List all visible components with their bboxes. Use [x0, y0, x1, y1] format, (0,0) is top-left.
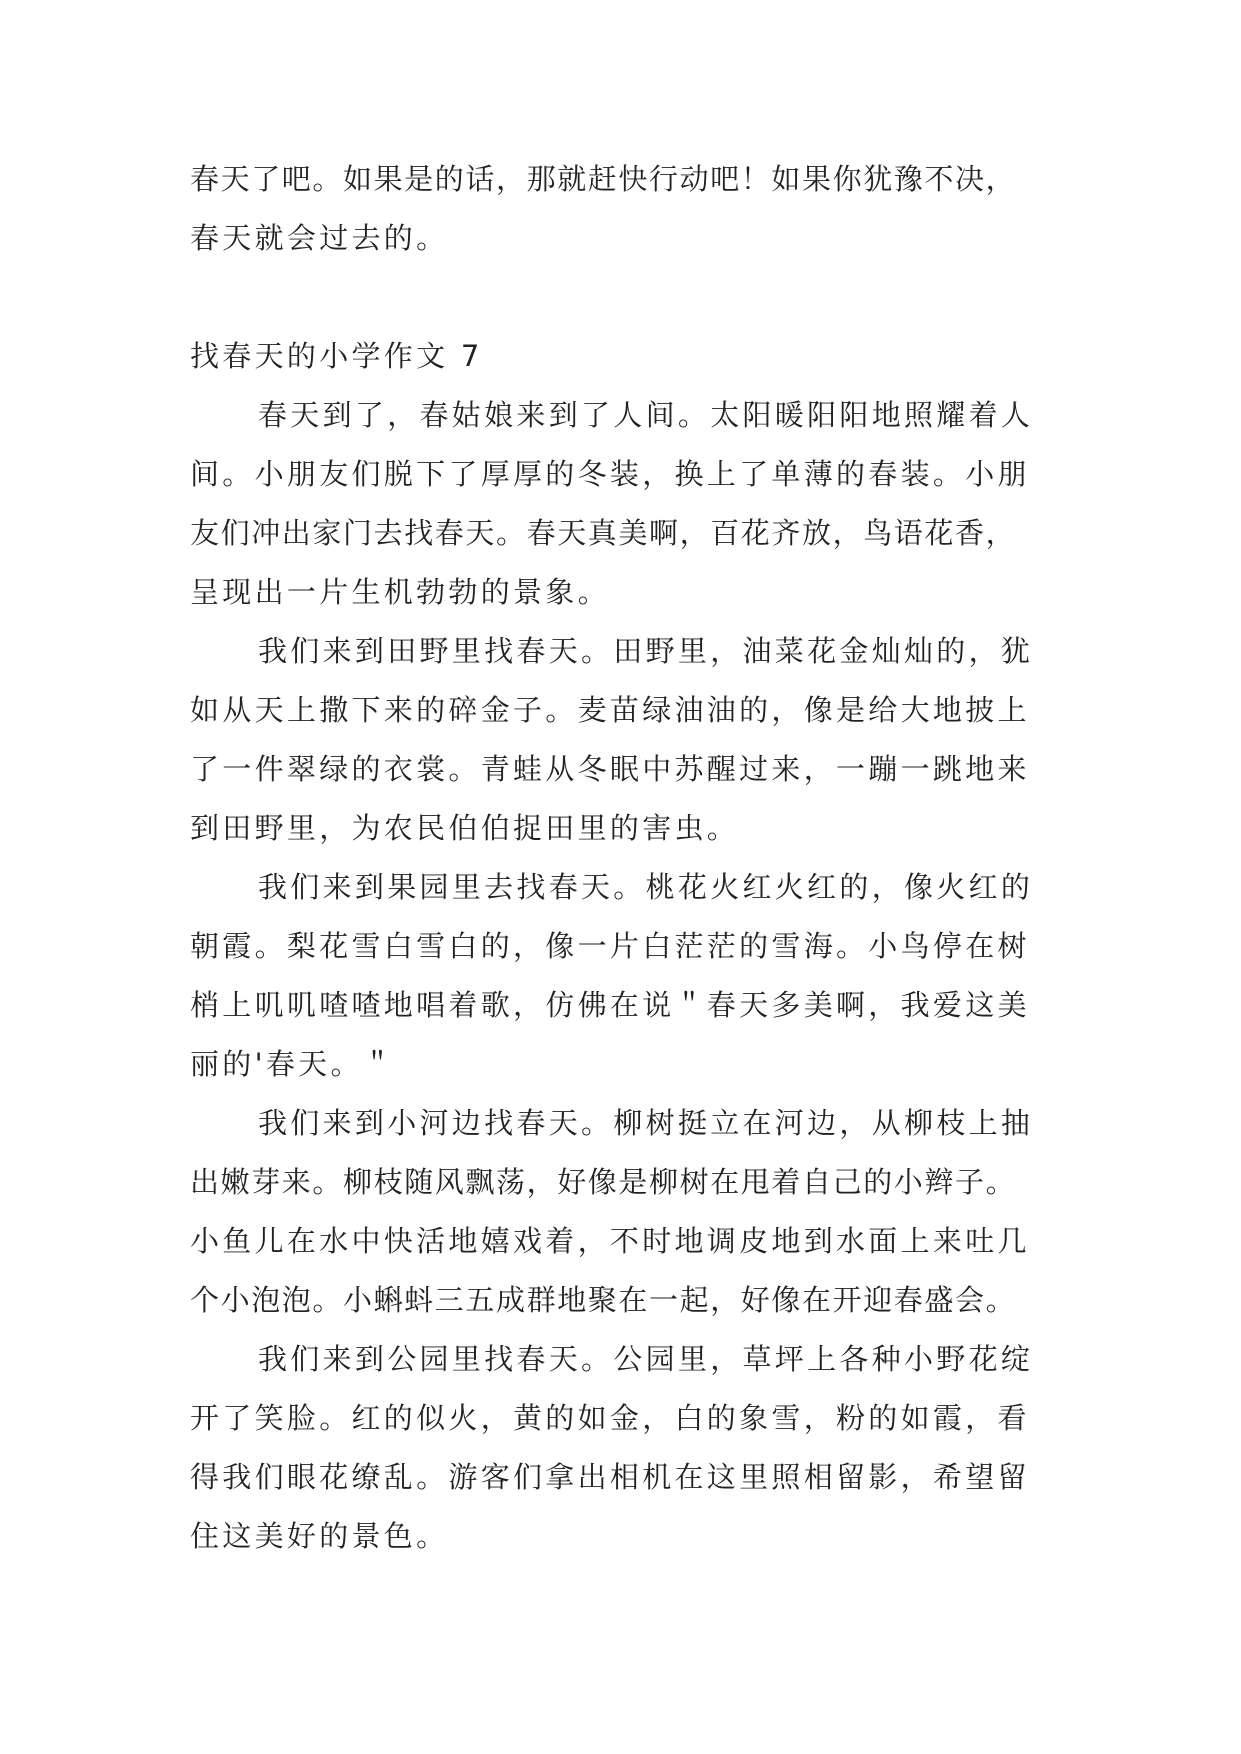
paragraph [190, 858, 1050, 1094]
text-line: 朝霞。梨花雪白雪白的，像一片白茫茫的雪海。小鸟停在树 [190, 929, 1030, 963]
text-line: 小鱼儿在水中快活地嬉戏着，不时地调皮地到水面上来吐几 [190, 1224, 1030, 1258]
text-line: 我们来到公园里找春天。公园里，草坪上各种小野花绽 [258, 1342, 1034, 1376]
text-line: 出嫩芽来。柳枝随风飘荡，好像是柳树在甩着自己的小辫子。 [190, 1165, 1017, 1199]
text-line: 如从天上撒下来的碎金子。麦苗绿油油的，像是给大地披上 [190, 693, 1030, 727]
text-line: 个小泡泡。小蝌蚪三五成群地聚在一起，好像在开迎春盛会。 [190, 1283, 1017, 1317]
text-line: 友们冲出家门去找春天。春天真美啊，百花齐放，鸟语花香， [190, 516, 1017, 550]
paragraph [190, 386, 1050, 622]
paragraph [190, 1330, 1050, 1566]
text-line: 我们来到小河边找春天。柳树挺立在河边，从柳枝上抽 [258, 1106, 1034, 1140]
previous-page-continuation [190, 150, 1050, 268]
text-line: 开了笑脸。红的似火，黄的如金，白的象雪，粉的如霞，看 [190, 1401, 1030, 1435]
text-line: 呈现出一片生机勃勃的景象。 [190, 575, 610, 609]
text-line: 了一件翠绿的衣裳。青蛙从冬眠中苏醒过来，一蹦一跳地来 [190, 752, 1030, 786]
text-line: 春天就会过去的。 [190, 221, 449, 255]
text-line: 到田野里，为农民伯伯捉田里的害虫。 [190, 811, 740, 845]
section-title: 找春天的小学作文 7 [190, 339, 483, 373]
text-line: 住这美好的景色。 [190, 1519, 449, 1553]
paragraph [190, 622, 1050, 858]
text-line: 得我们眼花缭乱。游客们拿出相机在这里照相留影，希望留 [190, 1460, 1030, 1494]
text-line: 春天到了，春姑娘来到了人间。太阳暖阳阳地照耀着人 [258, 398, 1034, 432]
spacer [190, 268, 1050, 327]
text-line: 梢上叽叽喳喳地唱着歌，仿佛在说＂春天多美啊，我爱这美 [190, 988, 1030, 1022]
text-line: 丽的'春天。＂ [190, 1047, 396, 1081]
document-body [190, 150, 1050, 1566]
paragraph [190, 1094, 1050, 1330]
text-line: 我们来到田野里找春天。田野里，油菜花金灿灿的，犹 [258, 634, 1034, 668]
text-line: 间。小朋友们脱下了厚厚的冬装，换上了单薄的春装。小朋 [190, 457, 1030, 491]
text-line: 春天了吧。如果是的话，那就赶快行动吧！如果你犹豫不决， [190, 162, 1017, 196]
text-line: 我们来到果园里去找春天。桃花火红火红的，像火红的 [258, 870, 1034, 904]
